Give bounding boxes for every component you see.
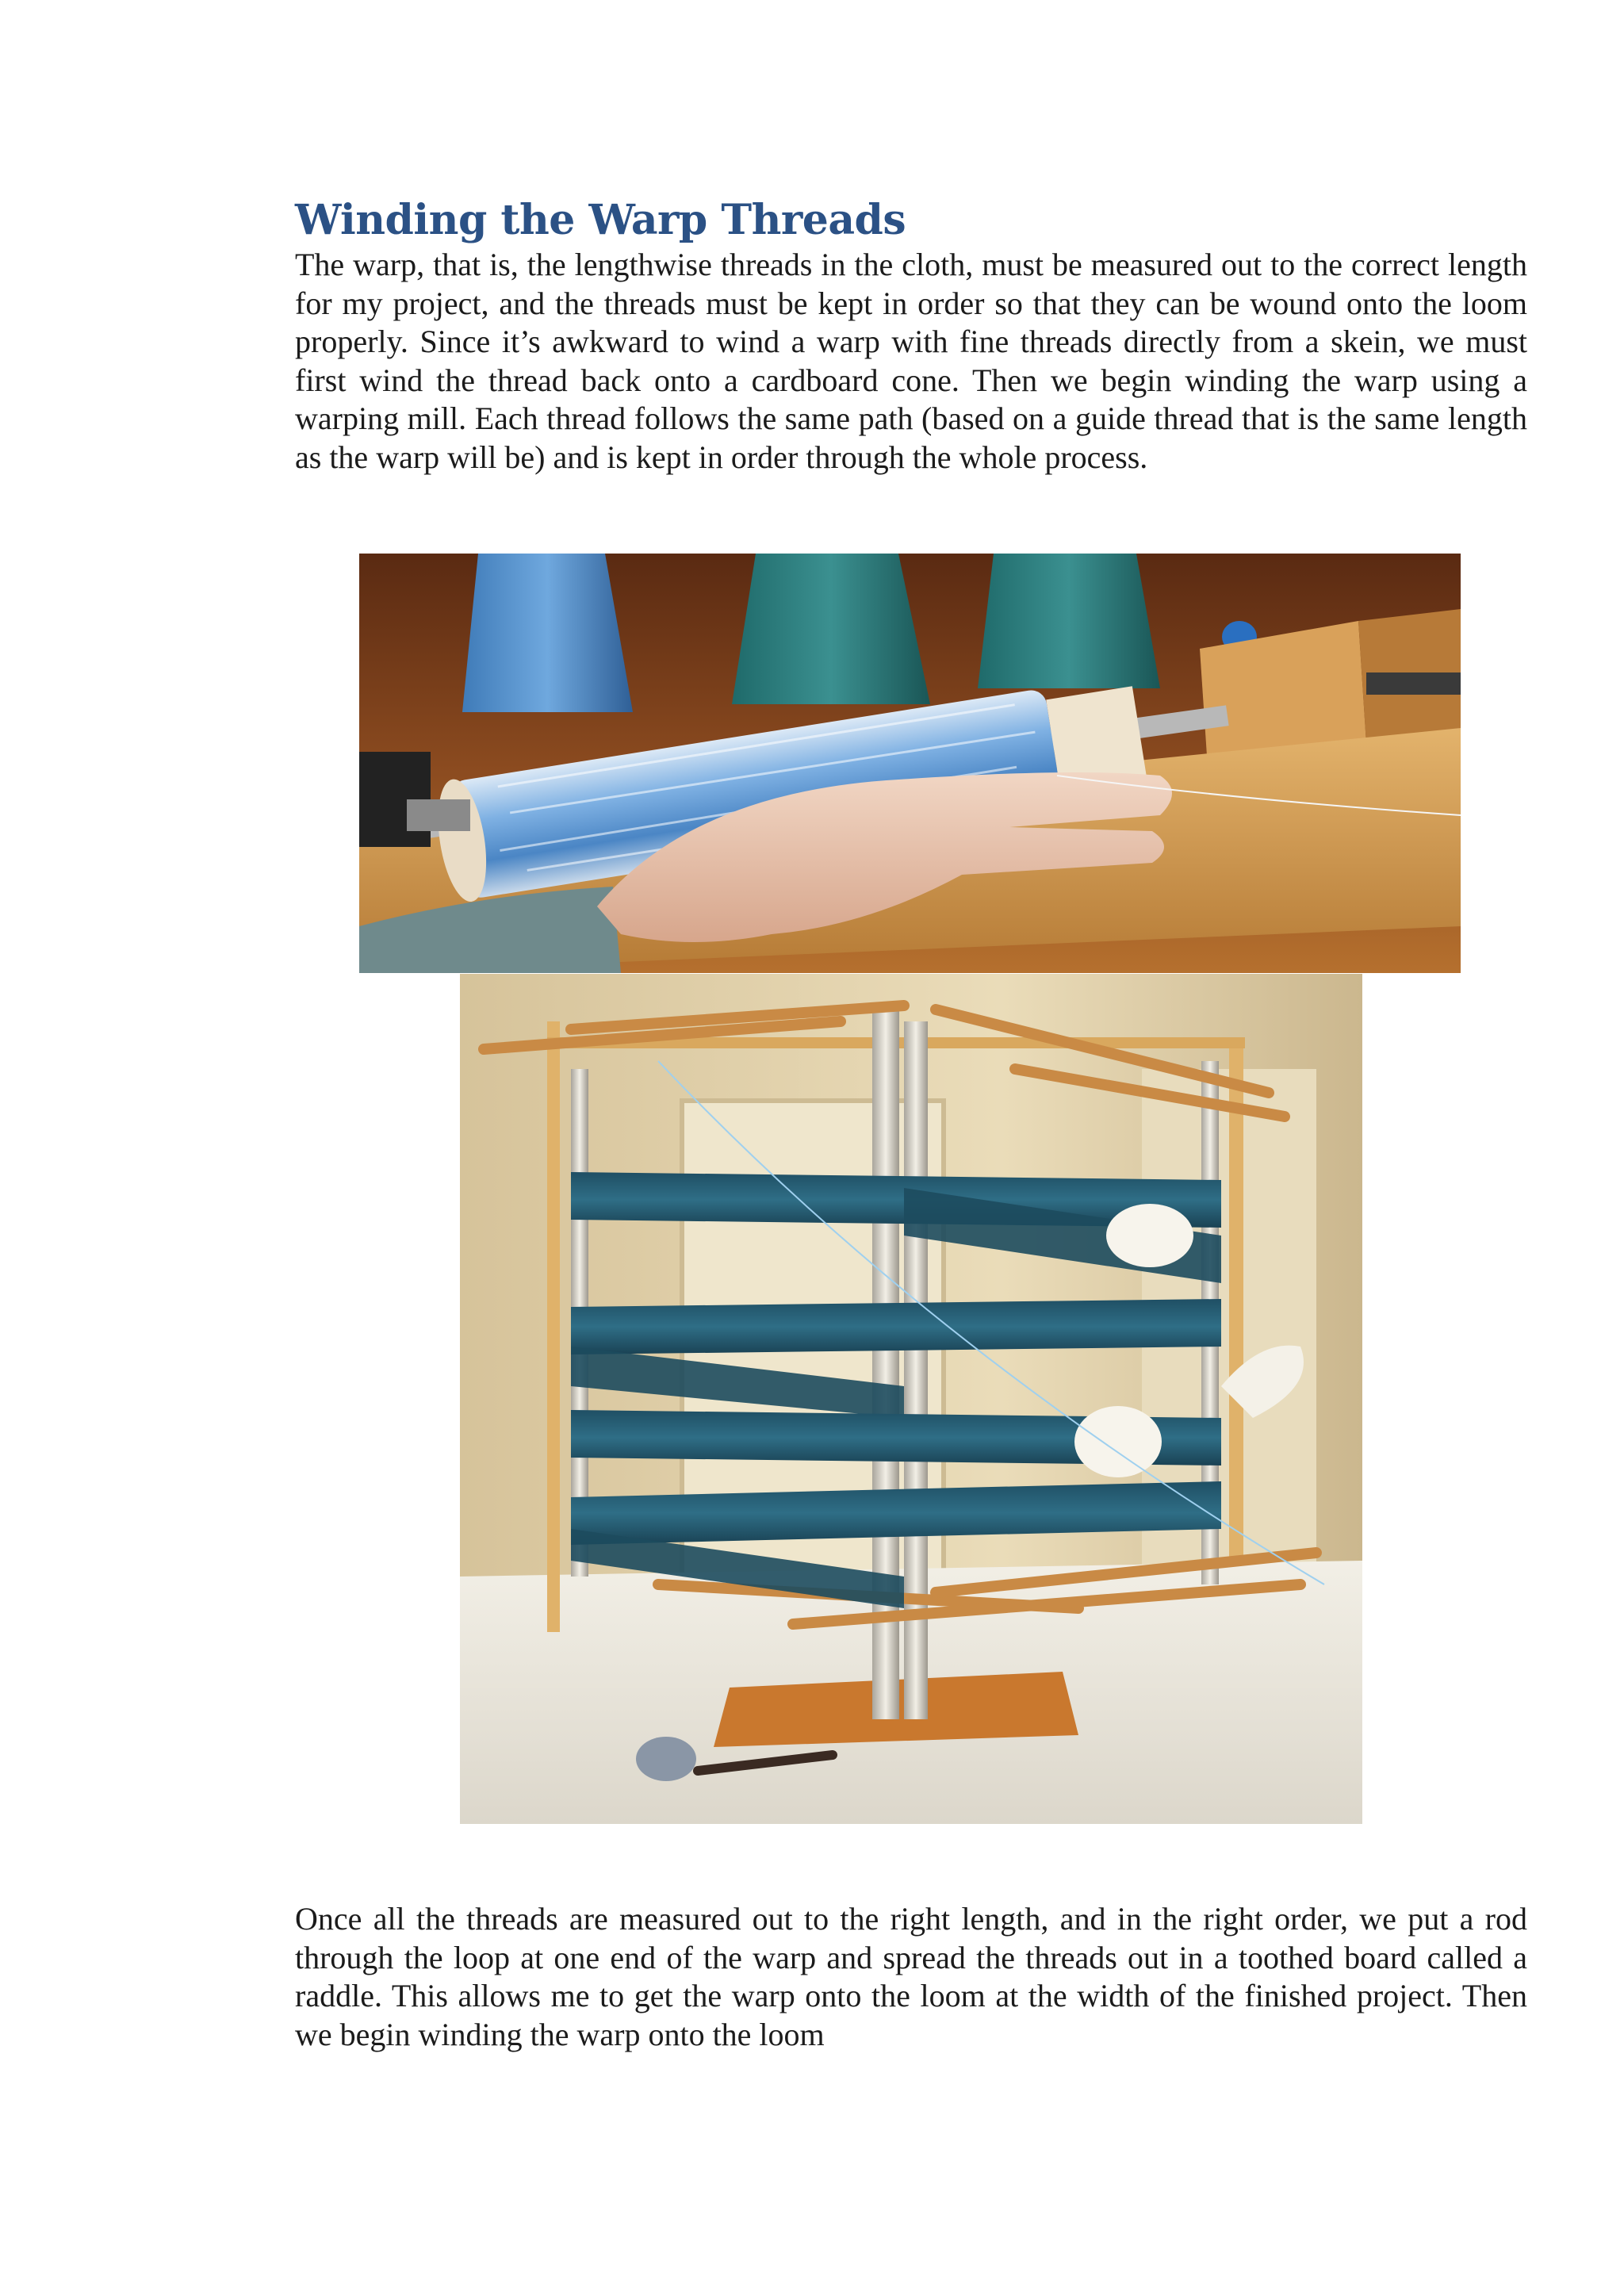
raddle-paragraph: Once all the threads are measured out to the right length, and in the right order, we put a rod through the loop at one end of the warp and spread the threads out in a toothed board called a raddle. This allows me to get the warp onto the loom at the width of the finished project. Then we begin winding the warp onto the loom [295,1901,1527,2052]
page-title: Winding the Warp Threads [295,196,906,244]
intro-paragraph: The warp, that is, the lengthwise threads in the cloth, must be measured out to the correct length for my project, and the threads must be kept in order so that they can be wound onto the loom properly. Since it’s awkward to wind a warp with fine threads directly from a skein, we must first wind the thread back onto a cardboard cone. Then we begin winding the warp using a warping mill. Each thread follows the same path (based on a guide thread that is the same length as the warp will be) and is kept in order through the whole process. [295,247,1527,475]
thread-cone-winder-photo-icon [359,554,1461,973]
cone-winder-photo [359,554,1461,973]
warping-mill-photo-icon [460,974,1362,1824]
warping-mill-photo [460,974,1362,1824]
